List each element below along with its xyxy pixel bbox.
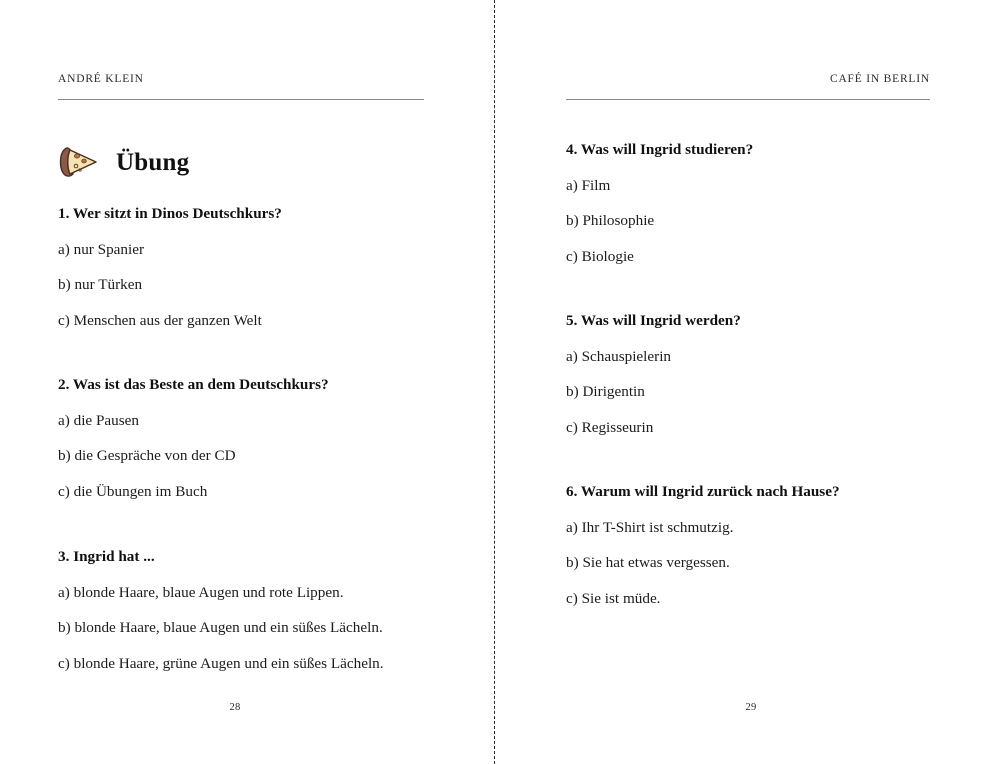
- question-block-3: [58, 549, 458, 673]
- question-prompt: 1. Wer sitzt in Dinos Deutschkurs?: [58, 205, 282, 222]
- page-fold-divider: [494, 0, 495, 764]
- section-heading: [58, 140, 189, 184]
- question-option[interactable]: c) die Übungen im Buch: [58, 483, 208, 501]
- question-option[interactable]: a) Ihr T-Shirt ist schmutzig.: [566, 518, 734, 536]
- question-option[interactable]: b) blonde Haare, blaue Augen und ein süßes Lächeln.: [58, 619, 383, 637]
- question-option[interactable]: c) Regisseurin: [566, 419, 654, 437]
- question-option[interactable]: a) nur Spanier: [58, 240, 145, 258]
- question-option[interactable]: a) Schauspielerin: [566, 347, 672, 365]
- pizza-slice-icon: [58, 144, 102, 180]
- question-prompt: 5. Was will Ingrid werden?: [566, 312, 741, 329]
- question-option[interactable]: b) die Gespräche von der CD: [58, 447, 236, 465]
- section-title: Übung: [116, 148, 190, 176]
- page-number-left: 28: [229, 702, 241, 713]
- question-block-1: [58, 206, 458, 330]
- question-option[interactable]: a) Film: [566, 176, 611, 194]
- question-option[interactable]: b) Sie hat etwas vergessen.: [566, 554, 730, 572]
- question-prompt: 6. Warum will Ingrid zurück nach Hause?: [566, 483, 840, 500]
- running-head-title: CAFÉ IN BERLIN: [829, 73, 930, 85]
- question-block-6: [566, 484, 966, 608]
- question-option[interactable]: b) Philosophie: [566, 212, 655, 230]
- page-number-right: 29: [745, 702, 757, 713]
- question-prompt: 3. Ingrid hat ...: [58, 548, 155, 565]
- question-option[interactable]: b) Dirigentin: [566, 383, 645, 401]
- question-block-4: [566, 142, 966, 266]
- running-head-author: ANDRÉ KLEIN: [58, 73, 144, 85]
- question-option[interactable]: b) nur Türken: [58, 276, 143, 294]
- question-block-2: [58, 377, 458, 501]
- question-option[interactable]: a) die Pausen: [58, 411, 139, 429]
- question-block-5: [566, 313, 966, 437]
- question-prompt: 2. Was ist das Beste an dem Deutschkurs?: [58, 376, 329, 393]
- header-rule-right: [566, 99, 930, 100]
- page-right: [494, 0, 988, 764]
- question-option[interactable]: c) Sie ist müde.: [566, 590, 661, 608]
- question-option[interactable]: a) blonde Haare, blaue Augen und rote Lippen.: [58, 583, 344, 601]
- question-prompt: 4. Was will Ingrid studieren?: [566, 141, 754, 158]
- question-option[interactable]: c) Menschen aus der ganzen Welt: [58, 312, 262, 330]
- question-option[interactable]: c) Biologie: [566, 248, 634, 266]
- question-option[interactable]: c) blonde Haare, grüne Augen und ein süßes Lächeln.: [58, 655, 384, 673]
- header-rule-left: [58, 99, 424, 100]
